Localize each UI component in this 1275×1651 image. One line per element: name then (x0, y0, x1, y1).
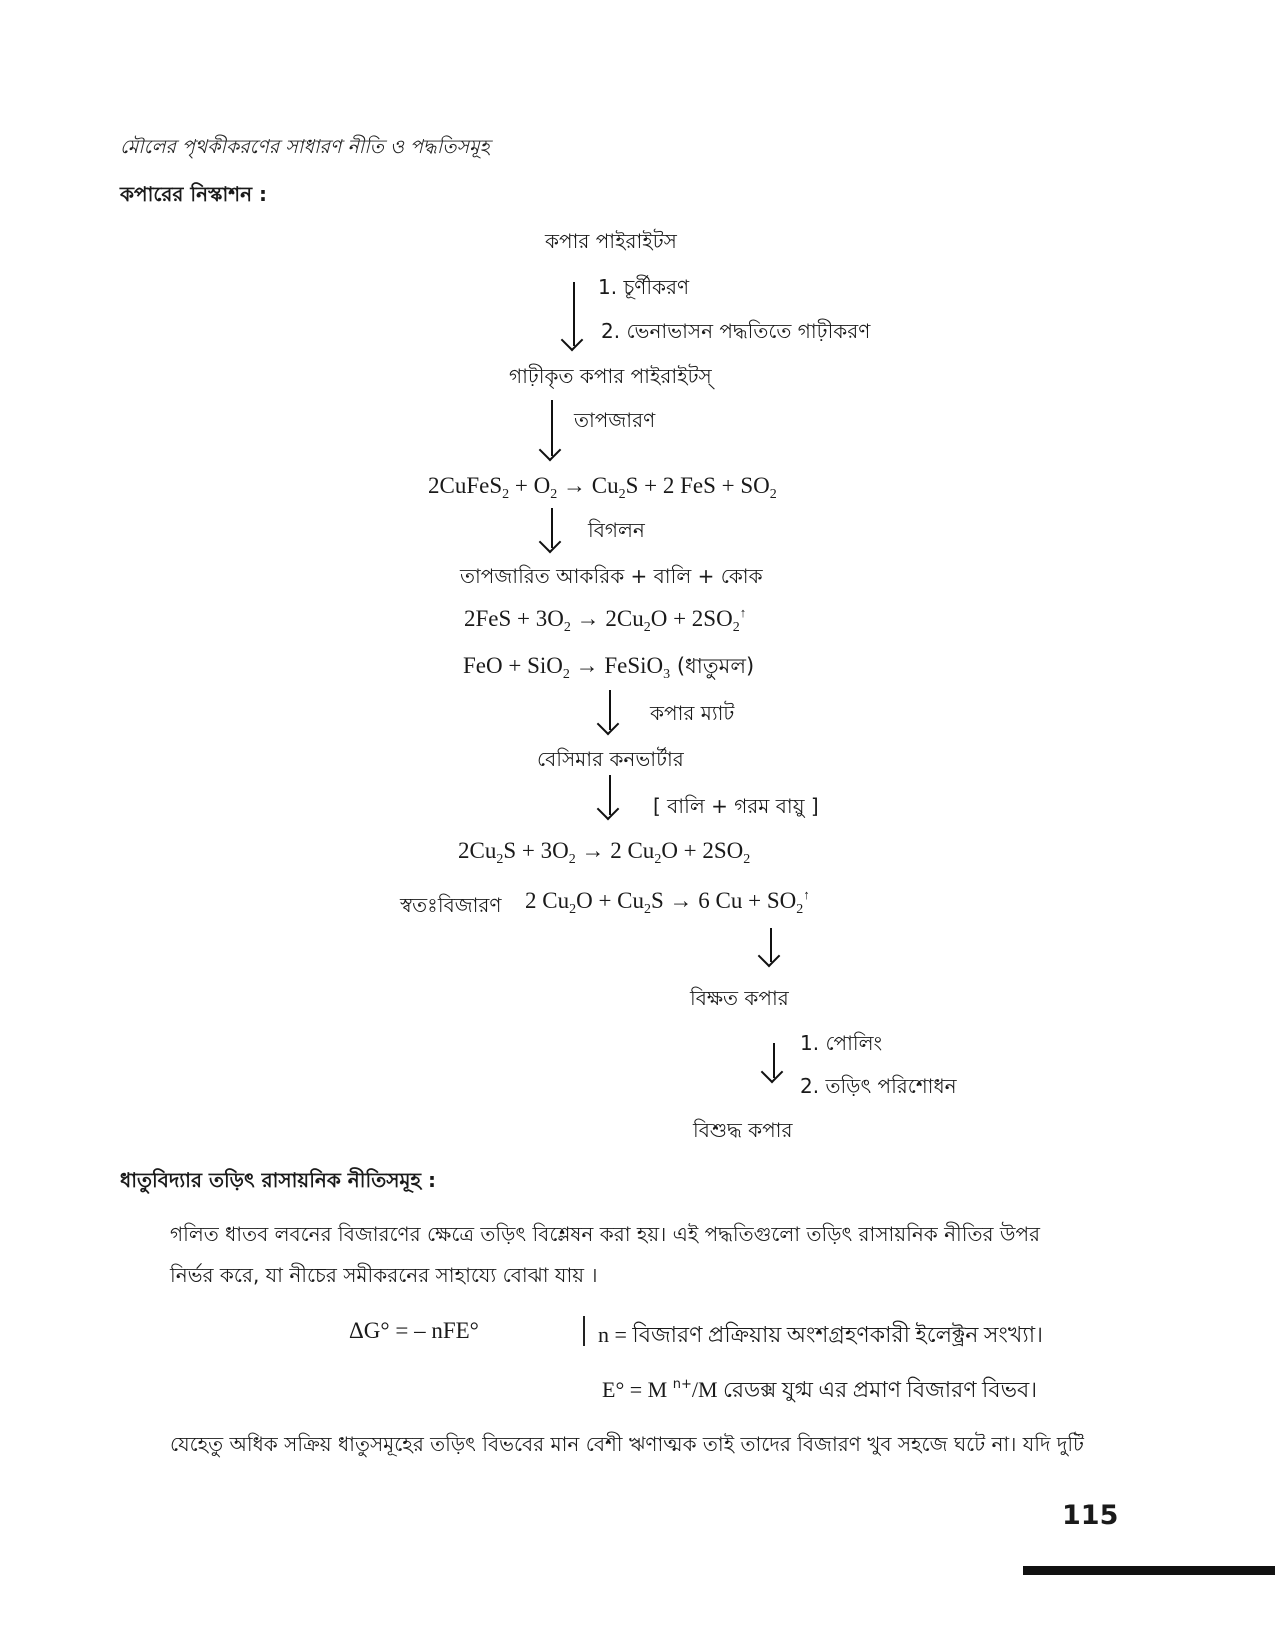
page-number: 115 (1062, 1500, 1119, 1531)
definition-n: n = বিজারণ প্রক্রিয়ায় অংশগ্রহণকারী ইলেক্ট্রন সংখ্যা। (598, 1322, 1043, 1347)
flow-bessemer-converter: বেসিমার কনভার্টার (537, 747, 684, 771)
flow-copper-matte: কপার ম্যাট (650, 701, 735, 725)
flow-concentrated-ore: গাঢ়ীকৃত কপার পাইরাইটস্ (509, 364, 712, 388)
flow-step-froth-flotation: 2. ভেনাভাসন পদ্ধতিতে গাঢ়ীকরণ (601, 319, 871, 343)
running-header: মৌলের পৃথকীকরণের সাধারণ নীতি ও পদ্ধতিসমূহ (120, 136, 490, 158)
down-arrow-icon (551, 400, 553, 456)
equation-roasting: 2CuFeS$_2$ + $O_2 \to Cu_2S + 2$ FeS + $SO_2$ (428, 473, 777, 502)
equation-smelting-1: $2FeS + 3O_2 \to 2Cu_2O + 2SO_2^↑$ (464, 605, 747, 635)
section-title-electrochemical-principles: ধাতুবিদ্যার তড়িৎ রাসায়নিক নীতিসমূহ : (120, 1168, 436, 1192)
section-title-copper-extraction: কপারের নিস্কাশন : (120, 182, 267, 206)
down-arrow-icon (609, 775, 611, 815)
flow-roasting-label: তাপজারণ (574, 408, 656, 432)
flow-step-crushing: 1. চূর্ণীকরণ (598, 275, 690, 299)
down-arrow-icon (770, 928, 772, 962)
flow-pure-copper: বিশুদ্ধ কপার (693, 1118, 793, 1142)
definition-e: E° = M $^{n+}$/M রেডক্স যুগ্ম এর প্রমাণ বিজারণ বিভব। (602, 1377, 1038, 1402)
down-arrow-icon (609, 690, 611, 730)
flow-converter-input: [ বালি + গরম বায়ু ] (653, 794, 819, 818)
flow-start-label: কপার পাইরাইটস (545, 229, 677, 253)
gibbs-energy-formula: ΔG° = – nFE° (349, 1318, 479, 1343)
footer-bar (1023, 1566, 1275, 1575)
equation-slag-formation: FeO + SiO$_2$ → FeSiO$_3$ (ধাতুমল) (463, 653, 755, 682)
flow-smelting-label: বিগলন (588, 518, 645, 542)
flow-smelting-mix: তাপজারিত আকরিক + বালি + কোক (460, 564, 763, 588)
flow-self-reduction-label: স্বতঃবিজারণ (400, 893, 502, 917)
down-arrow-icon (773, 1043, 775, 1078)
equation-converter: $2Cu_2S + 3O_2 \to 2$ $Cu_2O + 2SO_2$ (458, 838, 751, 867)
flow-blister-copper: বিক্ষত কপার (690, 986, 789, 1010)
paragraph-line: যেহেতু অধিক সক্রিয় ধাতুসমূহের তড়িৎ বিভবের মান বেশী ঋণাত্মক তাই তাদের বিজারণ খুব সহজে ঘটে না। যদি দুটি (170, 1432, 1084, 1456)
formula-divider (583, 1316, 585, 1346)
flow-refine-poling: 1. পোলিং (800, 1031, 883, 1055)
down-arrow-icon (573, 282, 575, 346)
paragraph-line: গলিত ধাতব লবনের বিজারণের ক্ষেত্রে তড়িৎ বিশ্লেষন করা হয়। এই পদ্ধতিগুলো তড়িৎ রাসায়নিক নীতির উপর (170, 1222, 1041, 1246)
equation-self-reduction: 2 $Cu_2O + Cu_2S \to 6$ $Cu + SO_2^↑$ (525, 887, 810, 917)
down-arrow-icon (551, 508, 553, 548)
paragraph-line: নির্ভর করে, যা নীচের সমীকরনের সাহায্যে বোঝা যায় । (170, 1263, 598, 1287)
flow-refine-electrolytic: 2. তড়িৎ পরিশোধন (800, 1074, 957, 1098)
